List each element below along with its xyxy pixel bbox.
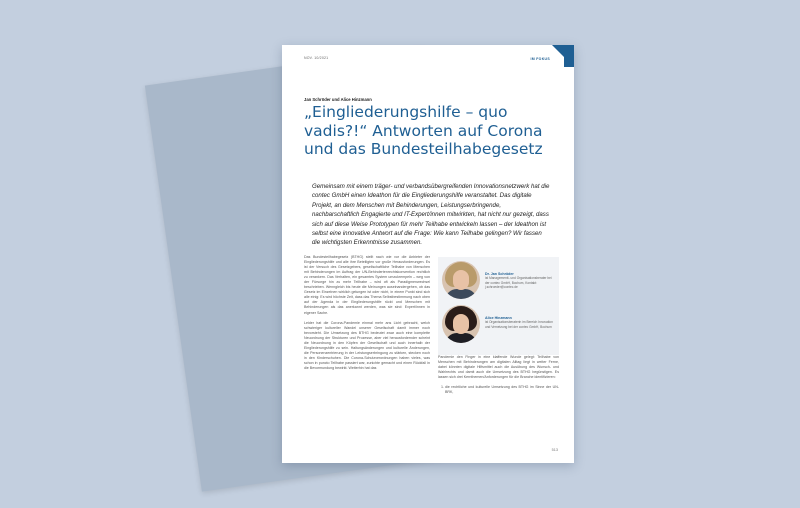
section-corner-tab (564, 45, 574, 67)
author-name: Dr. Jan Schröder (485, 272, 514, 276)
article-column-right (438, 355, 559, 395)
author-card (442, 305, 558, 345)
body-paragraph: Leider hat die Corona-Pandemie einmal mehr ans Licht gebracht, welch schwieriger kultureller Wandel unserer Gesellschaft damit immer noch bevorsteht. Die Umsetzung des BTHG bedeutet zwar auch eine komplette Neuordnung der Strukturen und Prozesse, aber viel herausfordernder scheint die Neuordnung in den Köpfen der Gesellschaft und auch innerhalb der Eingliederungshilfe zu sein. Haltungsänderungen und kulturelle Änderungen, die Personenzentrierung in der Leistungserbringung zu stärken, stecken noch in den Kinderschuhen. Die Corona-Schutzverordnungen haben vieles, was schon in puncto Teilhabe passiert war, zunichte gemacht und einen Rückfall in die Bevormundung bewirkt. Weiterhin hat das (304, 320, 430, 370)
magazine-page (282, 45, 574, 463)
author-role: ist Organisationsberaterin im Bereich Innovation und Vernetzung bei der contec GmbH, Bochum (485, 320, 553, 329)
author-name: Alice Hinzmann (485, 316, 512, 320)
list-item: 1. die rechtliche und kulturelle Umsetzung des BTHG im Sinne der UN-BRK, (445, 385, 559, 395)
author-info-box (438, 257, 559, 355)
author-bio (485, 316, 557, 329)
author-card (442, 261, 558, 301)
author-photo (442, 305, 480, 343)
page-number: 513 (551, 448, 558, 452)
body-paragraph: Das Bundesteilhabegesetz (BTHG) stellt nach wie vor die Anbieter der Eingliederungshilfe und alle ihre Beteiligten vor große Herausforderungen. Es ist der Versuch des Gesetzgebers, gesellschaftliche Teilhabe von Menschen mit Behinderungen im Auftrag der UN-Behindertenrechtskonvention rechtlich zu verankern. Das Verhalten, ein gesamtes System umzukrempeln – weg von der Fürsorge hin zu mehr Teilhabe – wird oft als Paradigmenwechsel beschrieben. Wenngleich bis heute die Meinungen auseinandergehen, ob das Gesetz im Einzelnen wirklich gelungen ist oder nicht, in einem Punkt sind sich alle einig: Es wird höchste Zeit, dass das Thema Selbstbestimmung nach oben auf der Agenda in der Eingliederungshilfe rückt und Menschen mit Behinderungen als das anerkannt werden, was sie sind: Expert/innen in eigener Sache. (304, 255, 430, 315)
article-authors: Jan Schröder und Alice Hinzmann (304, 97, 372, 102)
body-paragraph: Pandemie den Finger in eine klaffende Wunde gelegt: Teilhabe von Menschen mit Behinderungen am digitalen Alltag liegt in weiter Ferne, dabei könnten digitale Hilfsmittel auch die Ausübung des Wunsch- und Wahlrechts und damit auch die Umsetzung des BTHG begünstigen. Es lassen sich drei Kernthemen/Anforderungen für die Branche identifizieren: (438, 355, 559, 380)
issue-label: NOV. 10/2021 (304, 56, 329, 60)
section-label: IM FOKUS (530, 57, 550, 61)
requirements-list (438, 385, 559, 395)
author-role: ist Managementt- und Organisationsberater bei der contec GmbH, Bochum, Kontakt: j.schroeder@contec.de (485, 276, 552, 289)
author-photo (442, 261, 480, 299)
author-bio (485, 272, 557, 289)
article-lead: Gemeinsam mit einem träger- und verbandsübergreifenden Innovationsnetzwerk hat die contec GmbH einen Ideathon für die Eingliederungshilfe veranstaltet. Das digitale Projekt, an dem Menschen mit Behinderungen, Leistungserbringende, nachbarschaftlich Engagierte und IT-Expert/innen mitwirkten, hat nicht nur gezeigt, dass sich auf diese Weise Prototypen für mehr Teilhabe entwickeln lassen – der Ideathon ist selbst eine innovative Antwort auf die Frage: Wie kann Teilhabe gelingen? Wir fassen die wichtigsten Erkenntnisse zusammen. (312, 183, 550, 247)
article-title: „Eingliederungshilfe – quo vadis?!“ Antworten auf Corona und das Bundesteilhabegesetz (304, 103, 543, 158)
article-column-left (304, 255, 430, 376)
